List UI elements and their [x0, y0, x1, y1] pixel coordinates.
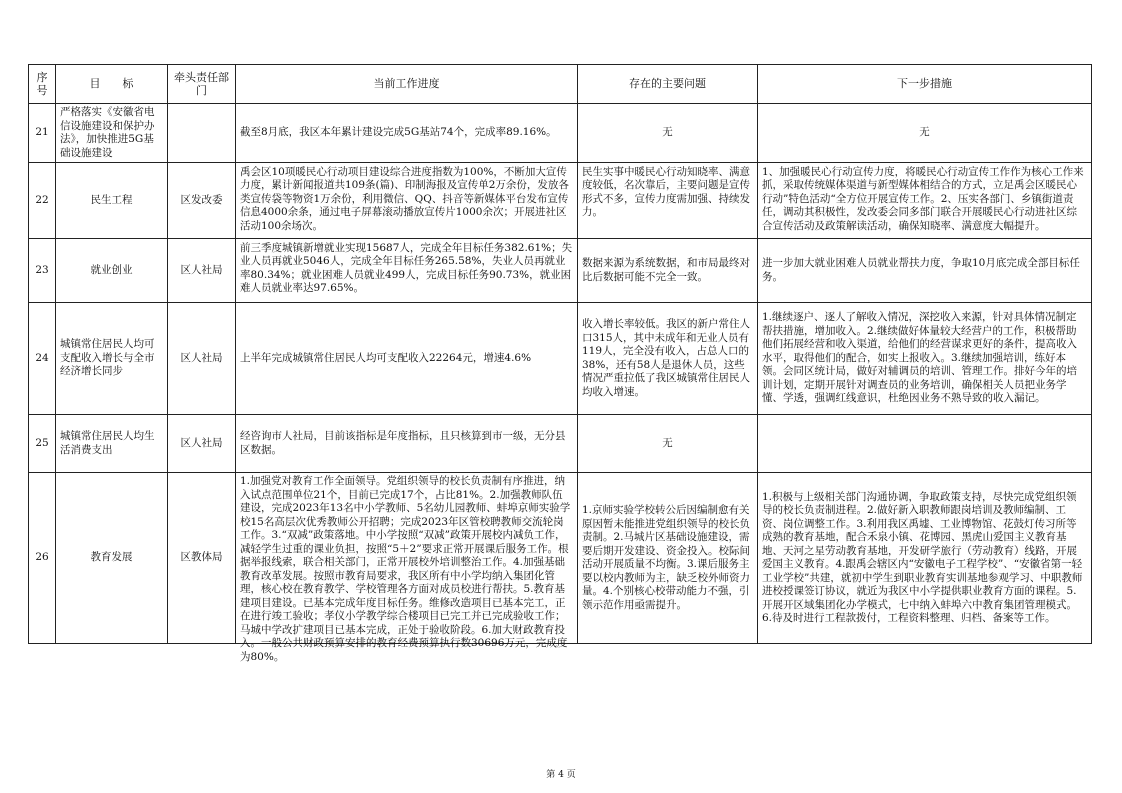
row-no: 21: [29, 104, 56, 163]
row-progress: [236, 473, 578, 663]
row-progress-text: 前三季度城镇新增就业实现15687人，完成全年目标任务382.61%；失业人员再就业5046人，完成全年目标任务265.58%，失业人员再就业率80.34%；就业困难人员就业499人，完成目标任务90.73%，就业困难人员就业率达97.65%。: [240, 241, 573, 294]
row-problems-text: 1.京师实验学校转公后因编制愈有关原因暂未能推进党组织领导的校长负责制。2.马城片区基础设施建设，需要后期开发建设、资金投入。校际间活动开展质量不均衡。3.课后服务主要以校内教师为主，缺乏校外师资力量。4.个别核心校带动能力不强，引领示范作用亟需提升。: [582, 504, 750, 611]
header-goal: 目 标: [56, 65, 168, 104]
table-row: [29, 473, 1092, 644]
table-row: [29, 104, 1092, 163]
row-problems: [578, 163, 758, 239]
row-dept: 区发改委: [168, 163, 236, 239]
header-progress: 当前工作进度: [236, 65, 578, 104]
row-dept: 区人社局: [168, 239, 236, 303]
row-no: 23: [29, 239, 56, 303]
row-next: [758, 163, 1092, 239]
table-row: [29, 415, 1092, 473]
row-problems-text: 民生实事中暖民心行动知晓率、满意度较低，名次靠后，主要问题是宣传形式不多，宣传力度需加强、持续发力。: [582, 165, 750, 218]
progress-table: [28, 64, 1092, 663]
table-row: [29, 239, 1092, 303]
row-problems-text: 收入增长率较低。我区的新户常住人口315人，其中未成年和无业人员有119人，完全没有收入，占总人口的38%，还有58人是退休人员，这些情况严重拉低了我区城镇常住居民人均收入增速。: [582, 318, 750, 398]
row-dept: 区人社局: [168, 303, 236, 415]
row-goal: 城镇常住居民人均可支配收入增长与全市经济增长同步: [56, 303, 168, 415]
row-problems: [578, 303, 758, 415]
row-goal: 严格落实《安徽省电信设施建设和保护办法》，加快推进5G基础设施建设: [56, 104, 168, 163]
row-next: [758, 303, 1092, 415]
row-problems: 无: [578, 415, 758, 473]
row-no: 26: [29, 473, 56, 644]
row-progress: 上半年完成城镇常住居民人均可支配收入22264元，增速4.6%: [236, 303, 578, 415]
row-no: 22: [29, 163, 56, 239]
row-next-text: 1.积极与上级相关部门沟通协调，争取政策支持，尽快完成党组织领导的校长负责制进程。2.做好新入职教师跟岗培训及教师编制、工资、岗位调整工作。3.利用我区禹墟、工业博物馆、花鼓灯传习所等成熟的教育基地，配合禾泉小镇、花博园、黑虎山爱国主义教育基地、天河之星劳动教育基地，开发研学旅行（劳动教育）线路，开展爱国主义教育。4.跟禹会辖区内“安徽电子工程学校”、“安徽省第一轻工业学校”共建，就初中学生到职业教育实训基地参观学习、中职教师进校授课签订协议，就近为我区中小学提供职业教育方面的课程。5.开展开区域集团化办学模式，七中纳入蚌埠六中教育集团管理模式。6.待及时进行工程款拨付，工程资料整理、归档、备案等工作。: [762, 490, 1083, 624]
header-dept: 牵头责任部门: [168, 65, 236, 104]
table-row: [29, 163, 1092, 239]
row-progress-text: 禹会区10项暖民心行动项目建设综合进度指数为100%，不断加大宣传力度，累计新闻报道共109条(篇)、印制海报及宣传单2万余份，发放各类宣传袋等物资1万余份，利用微信、QQ、抖音等新媒体平台发布宣传信息4000余条，通过电子屏幕滚动播放宣传片1000余次；开展进社区活动100余场次。: [240, 165, 569, 232]
row-next: 进一步加大就业困难人员就业帮扶力度，争取10月底完成全部目标任务。: [758, 239, 1092, 303]
row-goal: 城镇常住居民人均生活消费支出: [56, 415, 168, 473]
row-dept: 区人社局: [168, 415, 236, 473]
row-progress-text: 1.加强党对教育工作全面领导。党组织领导的校长负责制有序推进，纳入试点范围单位21个，目前已完成17个，占比81%。2.加强教师队伍建设，完成2023年13名中小学教师、5名幼儿园教师、蚌埠京师实验学校15名高层次优秀教师公开招聘；完成2023年区管校聘教师交流轮岗工作。3.“双减”政策落地。中小学按照“双减”政策开展校内减负工作，减轻学生过重的课业负担，按照“5＋2”要求正常开展课后服务工作。根据举报线索，联合相关部门，正常开展校外培训整治工作。4.加强基础教育改革发展。按照市教育局要求，我区所有中小学均纳入集团化管理，核心校在教育教学、学校管理各方面对成员校进行帮扶。5.教育基建项目建设。已基本完成年度目标任务。维修改造项目已基本完工，正在进行竣工验收；孝仪小学教学综合楼项目已完工并已完成验收工作；马城中学改扩建项目已基本完成，正处于验收阶段。6.加大财政教育投入。一般公共财政预算安排的教育经费预算执行数30696万元，完成度为80%。: [240, 475, 571, 663]
row-next: [758, 473, 1092, 644]
row-progress: [236, 163, 578, 239]
header-row: [29, 65, 1092, 104]
header-problems: 存在的主要问题: [578, 65, 758, 104]
row-problems: 数据来源为系统数据，和市局最终对比后数据可能不完全一致。: [578, 239, 758, 303]
row-next-text: 1、加强暖民心行动宣传力度，将暖民心行动宣传工作作为核心工作来抓，采取传统媒体渠道与新型媒体相结合的方式，立足禹会区暖民心行动”特色活动“全方位开展宣传工作。2、压实各部门、乡镇街道责任，调动其积极性，发改委会同多部门联合开展暖民心行动进社区综合宣传活动及政策解读活动，确保知晓率、满意度大幅提升。: [762, 165, 1084, 232]
row-dept: [168, 104, 236, 163]
page-number: 第 4 页: [546, 770, 576, 780]
row-goal: 就业创业: [56, 239, 168, 303]
row-next: 无: [758, 104, 1092, 163]
row-progress: 经咨询市人社局，目前该指标是年度指标，且只核算到市一级，无分县区数据。: [236, 415, 578, 473]
row-dept: 区教体局: [168, 473, 236, 644]
header-next: 下一步措施: [758, 65, 1092, 104]
row-no: 24: [29, 303, 56, 415]
row-progress: [236, 239, 578, 303]
row-no: 25: [29, 415, 56, 473]
row-goal: 教育发展: [56, 473, 168, 644]
row-next-text: 1.继续逐户、逐人了解收入情况，深挖收入来源，针对具体情况制定帮扶措施，增加收入。2.继续做好体量较大经营户的工作，积极帮助他们拓展经营和收入渠道，给他们的经营谋求更好的条件，提高收入水平，取得他们的配合，如实上报收入。3.继续加强培训，练好本领。会同区统计局，做好对辅调员的培训、管理工作。排好今年的培训计划，定期开展针对调查员的业务培训，确保相关人员把业务学懂、学透，强调红线意识，杜绝因业务不熟导致的收入漏记。: [762, 311, 1077, 405]
row-problems: [578, 473, 758, 644]
row-problems: 无: [578, 104, 758, 163]
row-next: [758, 415, 1092, 473]
table-row: [29, 303, 1092, 415]
header-no: 序号: [29, 65, 56, 104]
row-progress: 截至8月底，我区本年累计建设完成5G基站74个，完成率89.16%。: [236, 104, 578, 163]
row-goal: 民生工程: [56, 163, 168, 239]
